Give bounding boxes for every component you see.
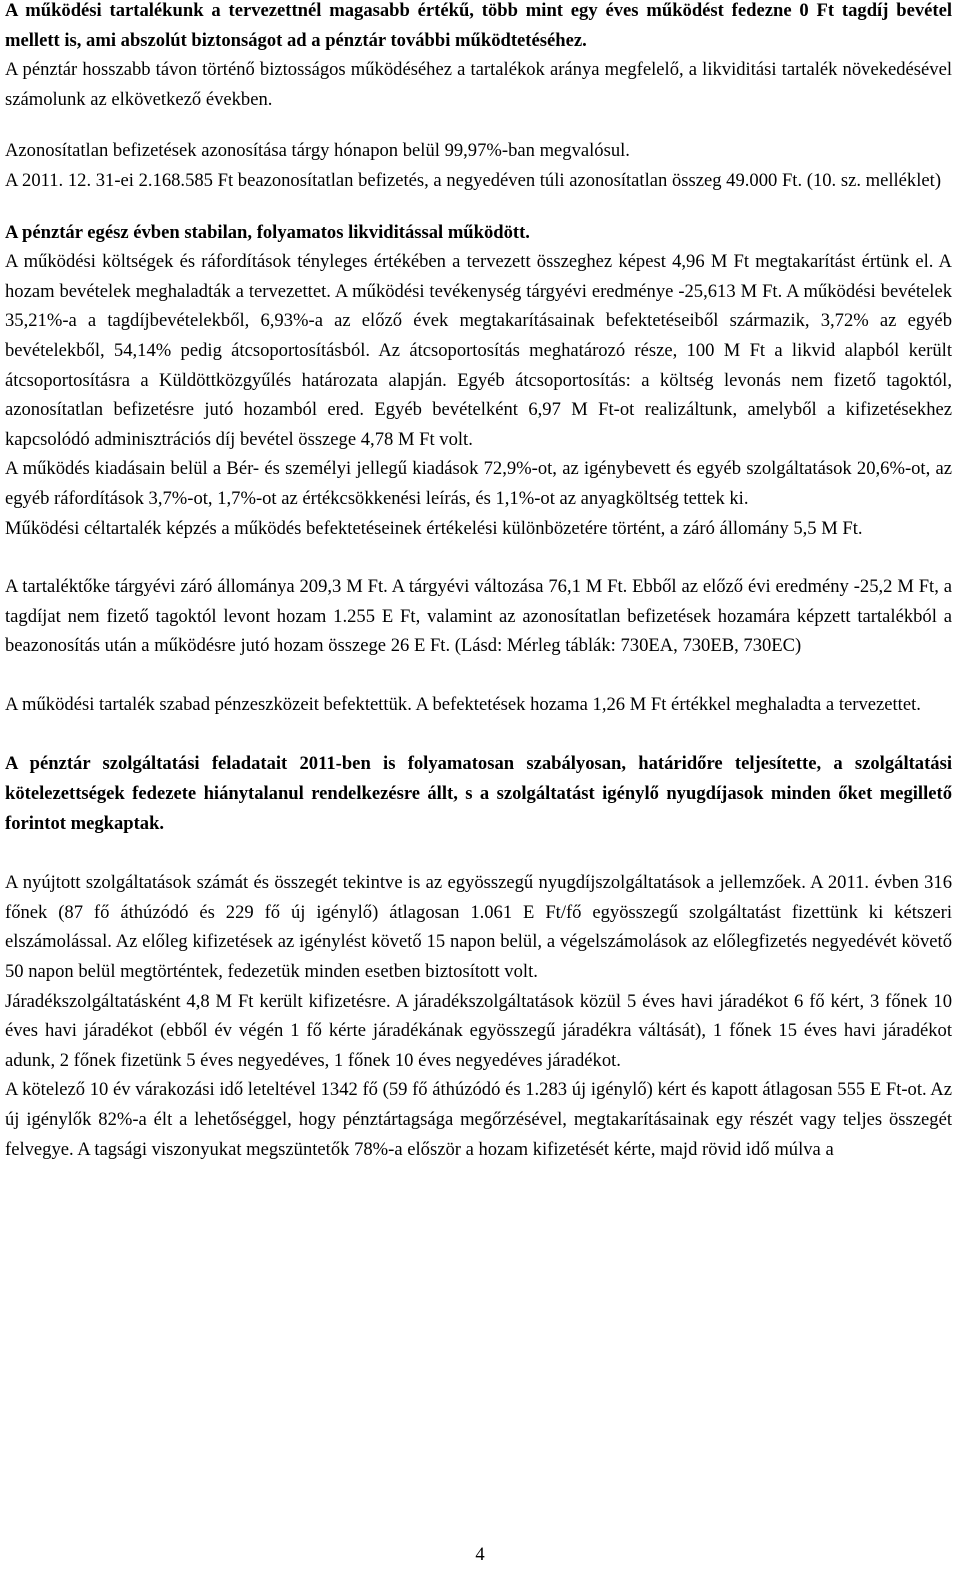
paragraph-annuity-services: Járadékszolgáltatásként 4,8 M Ft került kifizetésre. A járadékszolgáltatások közül 5 éves havi járadékot 6 fő kért, 3 főnek 10 éves havi járadékot (ebből év végén 1 fő kérte járadékának egyösszegű járadékra váltását), 1 főnek 15 éves havi járadékot adunk, 2 főnek fizetünk 5 éves negyedéves, 1 főnek 10 éves negyedéves járadékot. xyxy=(5,990,952,1071)
paragraph-operating-expenses: A működés kiadásain belül a Bér- és személyi jellegű kiadások 72,9%-ot, az igénybevett és egyéb szolgáltatások 20,6%-ot, az egyéb ráfordítások 3,7%-ot, 1,7%-ot az értékcsökkenési leírás, és 1,1%-ot az anyagköltség tettek ki. xyxy=(5,458,952,509)
paragraph-unidentified-balance: A 2011. 12. 31-ei 2.168.585 Ft beazonosítatlan befizetés, a negyedéven túli azonosítatlan összeg 49.000 Ft. (10. sz. melléklet) xyxy=(5,169,942,191)
paragraph-investments: A működési tartalék szabad pénzeszközeit befektettük. A befektetések hozama 1,26 M Ft értékkel meghaladta a tervezettet. xyxy=(5,693,921,715)
paragraph-lump-sum-services: A nyújtott szolgáltatások számát és összegét tekintve is az egyösszegű nyugdíjszolgáltatások a jellemzőek. A 2011. évben 316 főnek (87 fő áthúzódó és 229 fő új igénylő) átlagosan 1.061 E Ft/fő egyösszegű szolgáltatást fizettünk ki kétszeri elszámolással. Az előleg kifizetések az igénylést követő 15 napon belül, a végelszámolások az előlegfizetés negyedévét követő 50 napon belül megtörténtek, fedezetük minden esetben biztosított volt. xyxy=(5,872,952,983)
paragraph-services-summary: A pénztár szolgáltatási feladatait 2011-ben is folyamatosan szabályosan, határidőre teljesítette, a szolgáltatási kötelezettségek fedezete hiánytalanul rendelkezésre állt, s a szolgáltatást igénylő nyugdíjasok minden őket megillető forintot megkaptak. xyxy=(5,753,952,834)
paragraph-unidentified-payments: Azonosítatlan befizetések azonosítása tárgy hónapon belül 99,97%-ban megvalósul. xyxy=(5,140,630,162)
paragraph-waiting-period: A kötelező 10 év várakozási idő leteltével 1342 fő (59 fő áthúzódó és 1.283 új igénylő) kért és kapott átlagosan 555 E Ft-ot. Az új igénylők 82%-a élt a lehetőséggel, hogy pénztártagsága megőrzésével, megtakarításainak egy részét vagy teljes összegét felvegye. A tagsági viszonyukat megszüntetők 78%-a először a hozam kifizetését kérte, majd rövid idő múlva a xyxy=(5,1079,952,1160)
paragraph-provision: Működési céltartalék képzés a működés befektetéseinek értékelési különbözetére történt, a záró állomány 5,5 M Ft. xyxy=(5,517,863,539)
paragraph-operating-reserve: A működési tartalékunk a tervezettnél magasabb értékű, több mint egy éves működést fedezne 0 Ft tagdíj bevétel mellett is, ami abszolút biztonságot ad a pénztár további működtetéséhez. xyxy=(5,0,952,51)
paragraph-liquidity: A pénztár egész évben stabilan, folyamatos likviditással működött. xyxy=(5,221,530,243)
document-body xyxy=(5,0,952,1164)
paragraph-reserve-ratio: A pénztár hosszabb távon történő biztosságos működéséhez a tartalékok aránya megfelelő, a likviditási tartalék növekedésével számolunk az elkövetkező években. xyxy=(5,59,952,110)
paragraph-capital-reserve: A tartaléktőke tárgyévi záró állománya 209,3 M Ft. A tárgyévi változása 76,1 M Ft. Ebből az előző évi eredmény -25,2 M Ft, a tagdíjat nem fizető tagoktól levont hozam 1.255 E Ft, valamint az azonosítatlan befizetések hozamára képzett tartalékból a beazonosítás után a működésre jutó hozam összege 26 E Ft. (Lásd: Mérleg táblák: 730EA, 730EB, 730EC) xyxy=(5,576,952,657)
page-number: 4 xyxy=(475,1544,485,1565)
paragraph-operating-costs: A működési költségek és ráfordítások tényleges értékében a tervezett összeghez képest 4,96 M Ft megtakarítást értünk el. A hozam bevételek meghaladták a tervezettet. A működési tevékenység tárgyévi eredménye -25,613 M Ft. A működési bevételek 35,21%-a a tagdíjbevételekből, 6,93%-a az előző évek megtakarításainak befektetéseiből származik, 3,72% az egyéb bevételekből, 54,14% pedig átcsoportosításból. Az átcsoportosítás meghatározó része, 100 M Ft a likvid alapból került átcsoportosításra a Küldöttközgyűlés határozata alapján. Egyéb átcsoportosítás: a költség levonás nem fizető tagoktól, azonosítatlan befizetésre jutó hozamból ered. Egyéb bevételként 6,97 M Ft-ot realizáltunk, amelyből a kifizetésekhez kapcsolódó adminisztrációs díj bevétel összege 4,78 M Ft volt. xyxy=(5,251,952,450)
